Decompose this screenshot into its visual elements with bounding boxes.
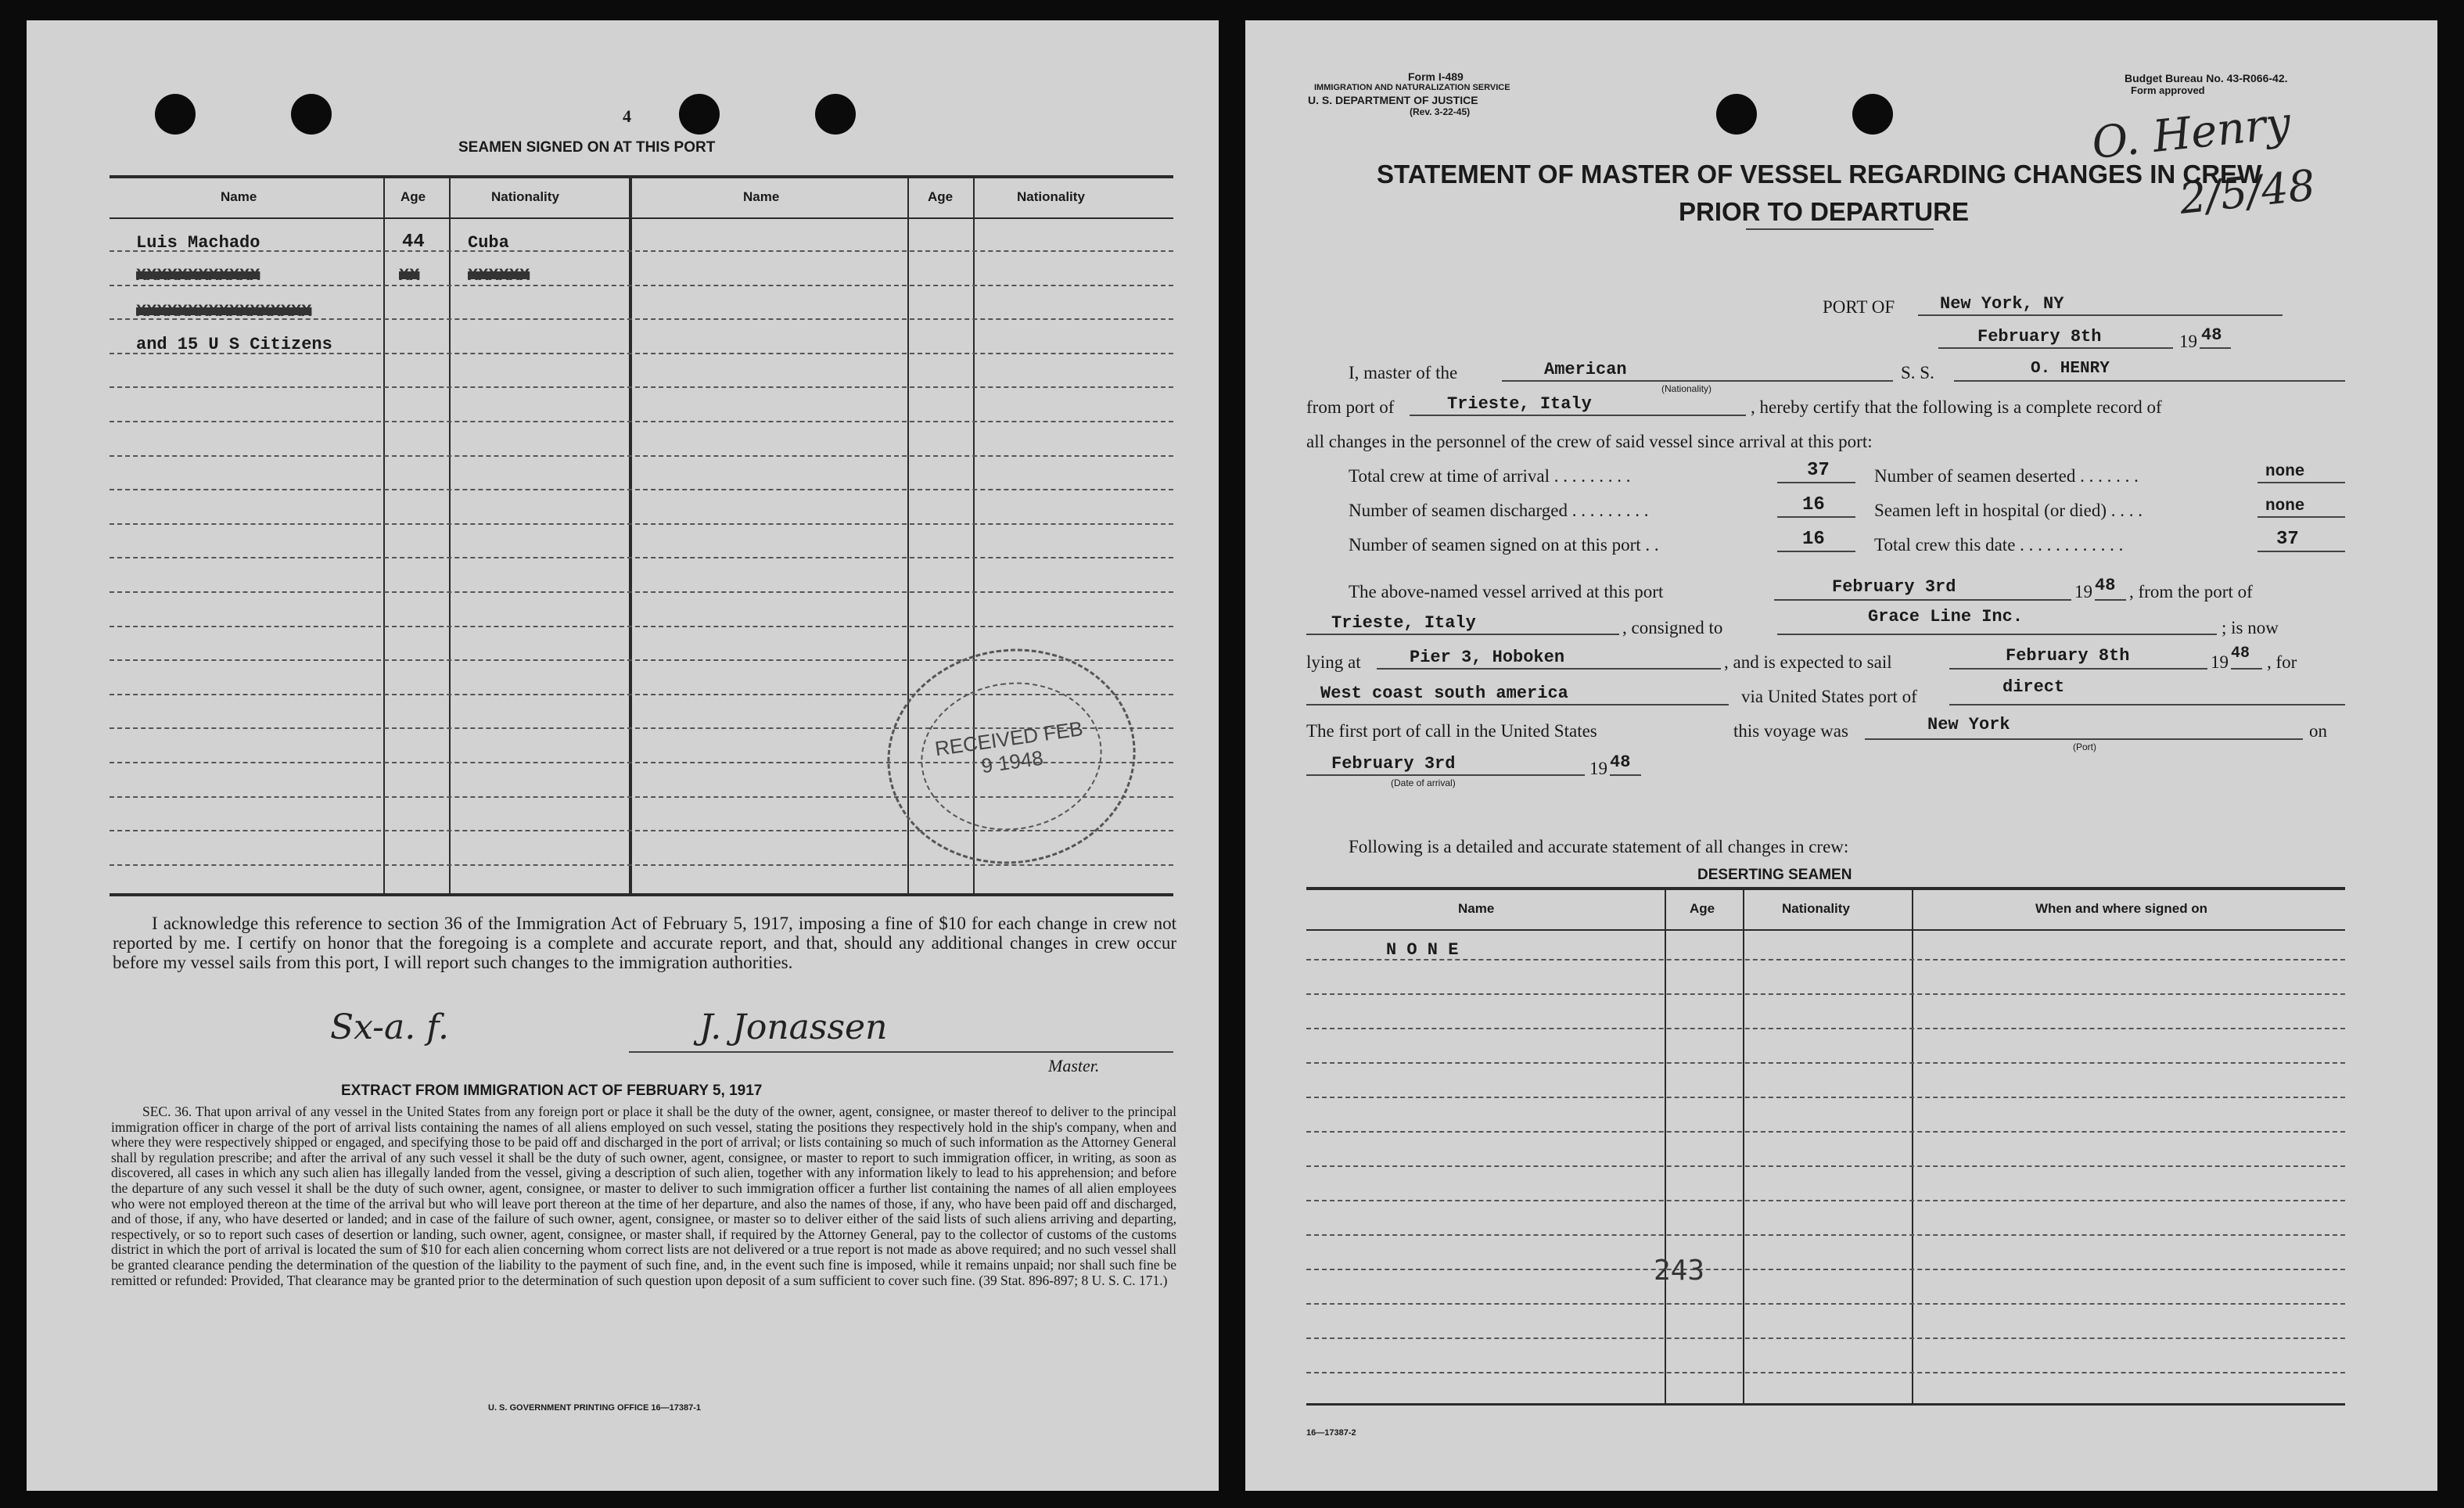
stat-line (1777, 482, 1855, 483)
arrived-label: The above-named vessel arrived at this port (1349, 582, 1664, 601)
ruled-line (110, 591, 1173, 593)
column-header-name: Name (221, 189, 257, 204)
table-row: 44 (402, 232, 425, 253)
for-label: , for (2267, 652, 2297, 672)
form-number: Form I-489 (1408, 70, 1464, 83)
port-label: PORT OF (1823, 297, 1895, 317)
ruled-line (1306, 1062, 2345, 1064)
handwritten-date: 2/5/48 (2177, 160, 2318, 224)
from-port-label: from port of (1306, 397, 1395, 417)
table-top-rule (110, 175, 1173, 178)
deserting-none-value: N O N E (1386, 940, 1459, 960)
arrived-year-prefix: 19 (2074, 582, 2092, 601)
column-divider (1743, 889, 1744, 1405)
extract-text: SEC. 36. That upon arrival of any vessel in the United States from any foreign port or place it shall be the duty of the owner, agent, consignee, or master thereof to deliver to the principal immigration officer in charge of the port of arrival lists containing the names of all aliens employed on such vessel, stating the positions they respectively hold in the ship's company, when and where they were respectively shipped or engaged, and specifying those to be paid off and discharged in the port of arrival; or lists containing so much of such information as the Attorney General shall by regulation prescribe; and after the arrival of any such vessel it shall be the duty of such owner, agent, consignee, or master to report to such immigration officer, in writing, as soon as discovered, all cases in which any such alien has illegally landed from the vessel, giving a description of such alien, together with any information likely to lead to his apprehension; and before the departure of any such vessel it shall be the duty of such owner, agent, consignee, or master to deliver to such immigration officer a further list containing the names of all alien employees who were not employed thereon at the time of the arrival but who will leave port thereon at the time of her departure, and also the names of those, if any, who have been paid off and discharged, and of those, if any, who have deserted or landed; and in case of the failure of such owner, agent, consignee, or master so to deliver either of the said lists of such aliens arriving and departing, respectively, or so to report such cases of desertion or landing, such owner, agent, consignee, or master shall, if required by the Attorney General, pay to the collector of customs of the customs district in which the port of arrival is located the sum of $10 for each alien concerning whom correct lists are not delivered or a true report is not made as above required; and no such vessel shall be granted clearance pending the determination of the question of the liability to the payment of such fine, and, in the event such fine is imposed, while it remains unpaid; nor shall such fine be remitted or refunded: Provided, That clearance may be granted prior to the determination of such question upon deposit of a sum sufficient to cover such fine. (39 Stat. 896-897; 8 U. S. C. 171.) (111, 1104, 1176, 1288)
deserting-table-bottom (1306, 1403, 2345, 1406)
signature-line (629, 1051, 1173, 1053)
sail-year-line (2231, 668, 2262, 670)
first-port-year: 48 (1610, 752, 1631, 772)
column-header-nationality-2: Nationality (1017, 189, 1085, 204)
lying-at-value: Pier 3, Hoboken (1410, 648, 1565, 667)
master-of-label: I, master of the (1349, 363, 1458, 382)
port-small-label: (Port) (2073, 741, 2096, 752)
deserting-column-age: Age (1690, 901, 1715, 916)
arrived-year: 48 (2095, 576, 2116, 595)
ruled-line (110, 489, 1173, 490)
nationality-small-label: (Nationality) (1661, 383, 1712, 394)
column-header-name-2: Name (743, 189, 780, 204)
page-number: 4 (623, 106, 631, 126)
stat-line (1777, 551, 1855, 552)
ruled-line (110, 523, 1173, 525)
received-stamp (873, 633, 1149, 880)
sail-year-prefix: 19 (2211, 652, 2229, 672)
sail-date-value: February 8th (2006, 646, 2130, 666)
port-value: New York, NY (1940, 294, 2064, 314)
punch-hole-icon (155, 94, 196, 135)
column-header-age: Age (400, 189, 426, 204)
acknowledgement-text: I acknowledge this reference to section 36 of the Immigration Act of February 5, 1917, imposing a fine of $10 for each change in crew not reported by me. I certify on honor that the foregoing is a complete and accurate report, and that, should any additional changes in crew occur before my vessel sails from this port, I will report such changes to the immigration authorities. (113, 914, 1176, 972)
ruled-line (1306, 1165, 2345, 1167)
deserting-table-top (1306, 887, 2345, 890)
deserted-value: none (2265, 463, 2305, 481)
first-port-year-line (1610, 774, 1641, 776)
destination-line (1306, 704, 1729, 706)
first-port-date: February 3rd (1331, 754, 1456, 774)
handwritten-number: 243 (1654, 1255, 1705, 1287)
certify-text: , hereby certify that the following is a complete record of (1751, 397, 2162, 417)
table-row: and 15 U S Citizens (136, 335, 332, 354)
via-label: via United States port of (1741, 687, 1917, 706)
deserting-table-header-rule (1306, 929, 2345, 931)
deserting-column-signed-on: When and where signed on (2035, 901, 2208, 916)
ruled-line (1306, 1028, 2345, 1029)
right-page (1245, 20, 2437, 1491)
signature-left: Sx-a. f. (330, 1007, 449, 1047)
ruled-line (1306, 1200, 2345, 1201)
following-text: Following is a detailed and accurate statement of all changes in crew: (1349, 837, 1849, 856)
lying-at-label: lying at (1306, 652, 1361, 672)
table-row: XX (399, 266, 420, 285)
ss-line (1954, 380, 2345, 382)
deserting-column-name: Name (1458, 901, 1495, 916)
ruled-line (110, 421, 1173, 422)
ruled-line (1306, 1269, 2345, 1270)
ruled-line (110, 250, 1173, 252)
ss-value: O. HENRY (2031, 360, 2110, 378)
punch-hole-icon (1716, 94, 1757, 135)
on-label: on (2309, 721, 2327, 741)
printer-line: U. S. GOVERNMENT PRINTING OFFICE 16—17387-1 (488, 1403, 702, 1413)
punch-hole-icon (679, 94, 720, 135)
ruled-line (110, 557, 1173, 558)
this-voyage-label: this voyage was (1733, 721, 1848, 741)
port-line (1918, 314, 2283, 316)
stat-line (2257, 516, 2345, 518)
date-year: 48 (2201, 325, 2222, 345)
from-port-of-label: , from the port of (2129, 582, 2253, 601)
ruled-line (110, 386, 1173, 388)
is-now-label: ; is now (2222, 618, 2279, 637)
date-year-line (2200, 347, 2231, 349)
form-footer: 16—17387-2 (1306, 1428, 1356, 1438)
arrived-year-line (2095, 599, 2126, 601)
date-line (1938, 347, 2173, 349)
ruled-line (1306, 1372, 2345, 1373)
ruled-line (1306, 1131, 2345, 1133)
discharged-value: 16 (1802, 494, 1825, 515)
column-header-age-2: Age (928, 189, 954, 204)
ruled-line (1306, 1234, 2345, 1236)
agency-line-2: U. S. DEPARTMENT OF JUSTICE (1308, 94, 1478, 106)
date-value: February 8th (1977, 327, 2102, 346)
form-title-line-2: PRIOR TO DEPARTURE (1679, 197, 1969, 226)
table-row: XXXXXXXXXXXXXXXXX (136, 302, 312, 321)
nationality-value: American (1544, 360, 1627, 379)
hospital-value: none (2265, 497, 2305, 515)
ruled-line (1306, 1303, 2345, 1305)
table-row: XXXXXX (468, 266, 530, 285)
sail-year: 48 (2231, 644, 2250, 662)
ss-label: S. S. (1901, 363, 1934, 382)
table-row: Cuba (468, 233, 509, 253)
table-row: Luis Machado (136, 233, 260, 253)
first-port-year-prefix: 19 (1589, 759, 1607, 778)
master-label: Master. (1048, 1056, 1100, 1075)
total-crew-date-label: Total crew this date . . . . . . . . . . . . (1874, 535, 2124, 555)
revision: (Rev. 3-22-45) (1410, 106, 1471, 117)
ruled-line (1306, 993, 2345, 995)
sail-date-line (1949, 668, 2207, 670)
via-line (1949, 704, 2345, 706)
ruled-line (1306, 959, 2345, 960)
first-port-date-line (1306, 774, 1585, 776)
punch-hole-icon (291, 94, 332, 135)
arrived-date-line (1774, 599, 2071, 601)
expected-sail-label: , and is expected to sail (1724, 652, 1892, 672)
agency-line-1: IMMIGRATION AND NATURALIZATION SERVICE (1314, 83, 1510, 92)
left-page (27, 20, 1219, 1491)
date-arrival-small-label: (Date of arrival) (1391, 777, 1456, 788)
signed-on-label: Number of seamen signed on at this port . . (1349, 535, 1659, 555)
received-stamp-text: RECEIVED FEB 9 1948 (933, 716, 1085, 778)
form-title-line-1: STATEMENT OF MASTER OF VESSEL REGARDING CHANGES IN CREW (1377, 160, 2262, 188)
stat-line (2257, 482, 2345, 483)
from-port-line (1410, 415, 1746, 416)
ruled-line (110, 864, 1173, 866)
deserting-title: DESERTING SEAMEN (1697, 867, 1852, 883)
first-port-value: New York (1927, 715, 2010, 734)
master-signature: J. Jonassen (699, 1007, 888, 1047)
handwritten-vessel-name: O. Henry (2089, 97, 2293, 170)
column-divider (1665, 889, 1666, 1405)
ruled-line (1306, 1097, 2345, 1098)
certify-text-2: all changes in the personnel of the crew of said vessel since arrival at this port: (1306, 432, 1873, 451)
extract-title: EXTRACT FROM IMMIGRATION ACT OF FEBRUARY 5, 1917 (341, 1083, 763, 1099)
ruled-line (110, 455, 1173, 457)
punch-hole-icon (1852, 94, 1893, 135)
ruled-line (110, 285, 1173, 286)
punch-hole-icon (815, 94, 856, 135)
deserting-column-nationality: Nationality (1782, 901, 1850, 916)
arrived-date: February 3rd (1832, 577, 1956, 597)
stat-line (2257, 551, 2345, 552)
from-port-value: Trieste, Italy (1447, 394, 1592, 414)
table-row: XXXXXXXXXXXX (136, 266, 260, 285)
total-crew-arrival-value: 37 (1807, 460, 1830, 481)
title-rule (1746, 228, 1934, 230)
total-crew-date-value: 37 (2276, 529, 2299, 550)
date-year-prefix: 19 (2179, 332, 2197, 351)
destination-value: West coast south america (1320, 684, 1568, 703)
signed-on-value: 16 (1802, 529, 1825, 550)
column-divider (1912, 889, 1913, 1405)
hospital-label: Seamen left in hospital (or died) . . . . (1874, 501, 2143, 520)
total-crew-arrival-label: Total crew at time of arrival . . . . . . . . . (1349, 466, 1631, 486)
table-header-rule (110, 217, 1173, 219)
ruled-line (110, 626, 1173, 627)
ruled-line (1306, 1337, 2345, 1339)
discharged-label: Number of seamen discharged . . . . . . . . . (1349, 501, 1649, 520)
budget-bureau: Budget Bureau No. 43-R066-42. (2125, 72, 2288, 84)
deserted-label: Number of seamen deserted . . . . . . . (1874, 466, 2139, 486)
consigned-to-value: Grace Line Inc. (1868, 607, 2024, 627)
arrived-from-line (1306, 634, 1619, 635)
lying-at-line (1377, 668, 1721, 670)
form-approved: Form approved (2131, 84, 2205, 96)
section-title: SEAMEN SIGNED ON AT THIS PORT (458, 139, 716, 156)
first-port-label: The first port of call in the United States (1306, 721, 1597, 741)
first-port-line (1865, 738, 2303, 740)
consigned-to-label: , consigned to (1622, 618, 1723, 637)
stat-line (1777, 516, 1855, 518)
column-header-nationality: Nationality (491, 189, 559, 204)
consigned-to-line (1777, 634, 2217, 635)
table-bottom-rule (110, 893, 1173, 896)
nationality-line (1502, 380, 1893, 382)
via-value: direct (2002, 677, 2065, 697)
arrived-from-value: Trieste, Italy (1331, 613, 1476, 633)
